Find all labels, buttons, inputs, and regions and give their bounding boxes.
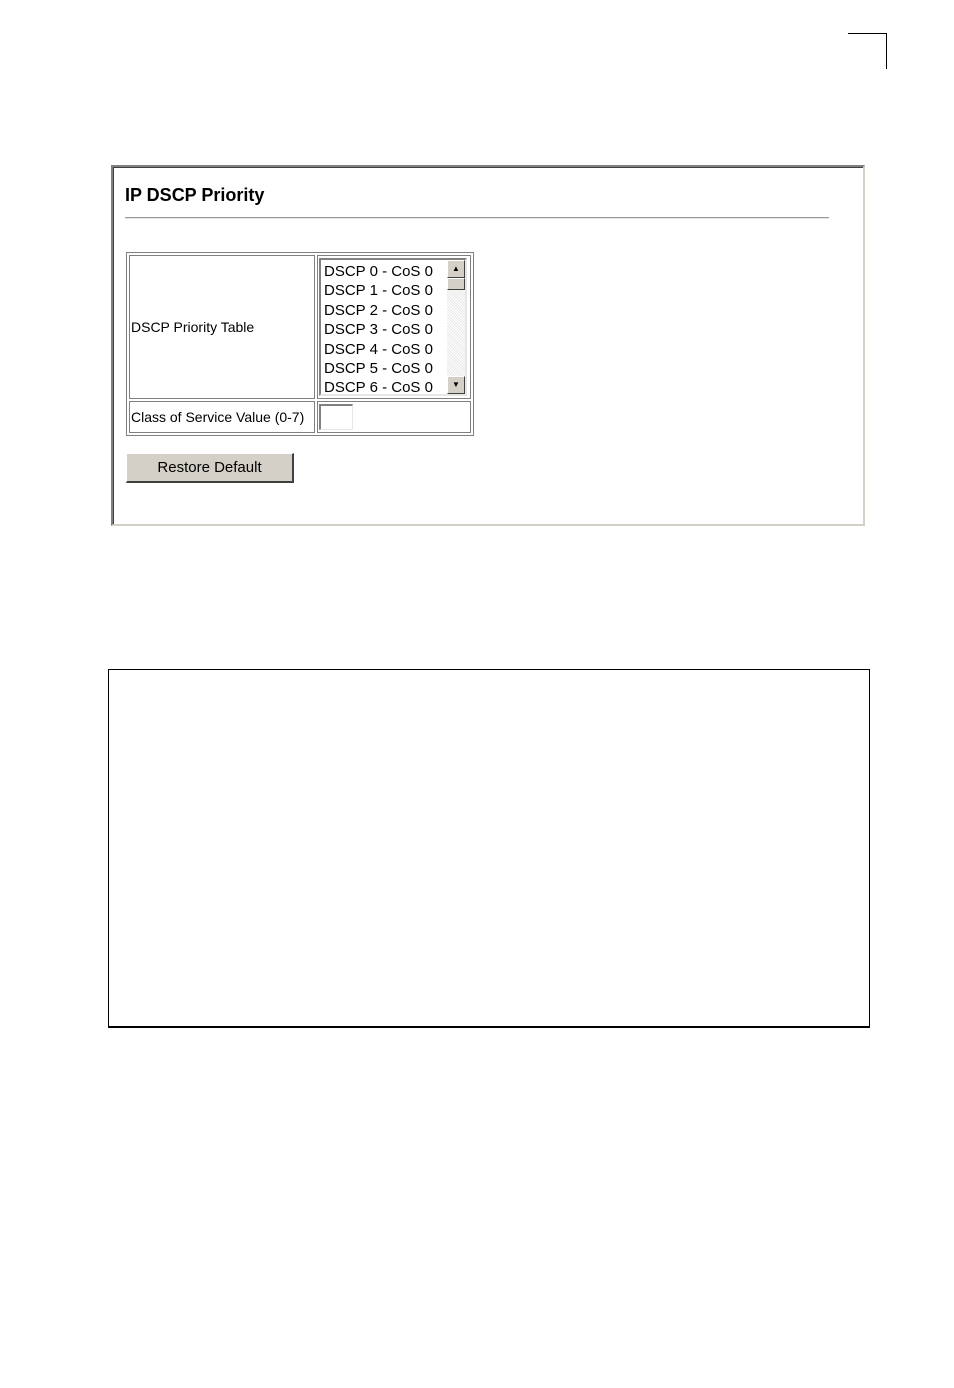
dscp-list-item[interactable]: DSCP 4 - CoS 0 [324, 340, 433, 358]
cos-value-cell [317, 401, 471, 433]
dscp-settings-table [126, 252, 474, 436]
dscp-list-item[interactable]: DSCP 3 - CoS 0 [324, 321, 433, 339]
scroll-up-button[interactable] [447, 260, 465, 278]
scroll-down-button[interactable] [447, 376, 465, 394]
dscp-priority-listbox[interactable] [319, 258, 467, 396]
scroll-thumb[interactable] [447, 278, 465, 290]
page-title: IP DSCP Priority [125, 185, 265, 205]
cos-value-label: Class of Service Value (0-7) [129, 401, 315, 433]
dscp-priority-table-cell [317, 255, 471, 399]
title-divider [125, 217, 829, 219]
listbox-scrollbar[interactable] [447, 260, 465, 394]
dscp-list-item[interactable]: DSCP 2 - CoS 0 [324, 301, 433, 319]
dscp-list-item[interactable]: DSCP 1 - CoS 0 [324, 282, 433, 300]
empty-frame-box [108, 669, 870, 1028]
dscp-list-item[interactable]: DSCP 0 - CoS 0 [324, 263, 433, 280]
ip-dscp-priority-panel [111, 165, 865, 526]
crop-mark [848, 33, 887, 69]
dscp-list-item[interactable]: DSCP 6 - CoS 0 [324, 379, 433, 396]
dscp-table-row [129, 255, 471, 399]
dscp-list-item[interactable]: DSCP 5 - CoS 0 [324, 359, 433, 377]
dscp-list-items [324, 262, 433, 396]
restore-default-button[interactable]: Restore Default [126, 453, 294, 483]
dscp-priority-table-label: DSCP Priority Table [129, 255, 315, 399]
cos-value-input[interactable] [319, 404, 353, 430]
scroll-up-icon: ▲ [452, 264, 460, 273]
scroll-down-icon: ▼ [452, 380, 460, 389]
cos-value-row [129, 401, 471, 433]
